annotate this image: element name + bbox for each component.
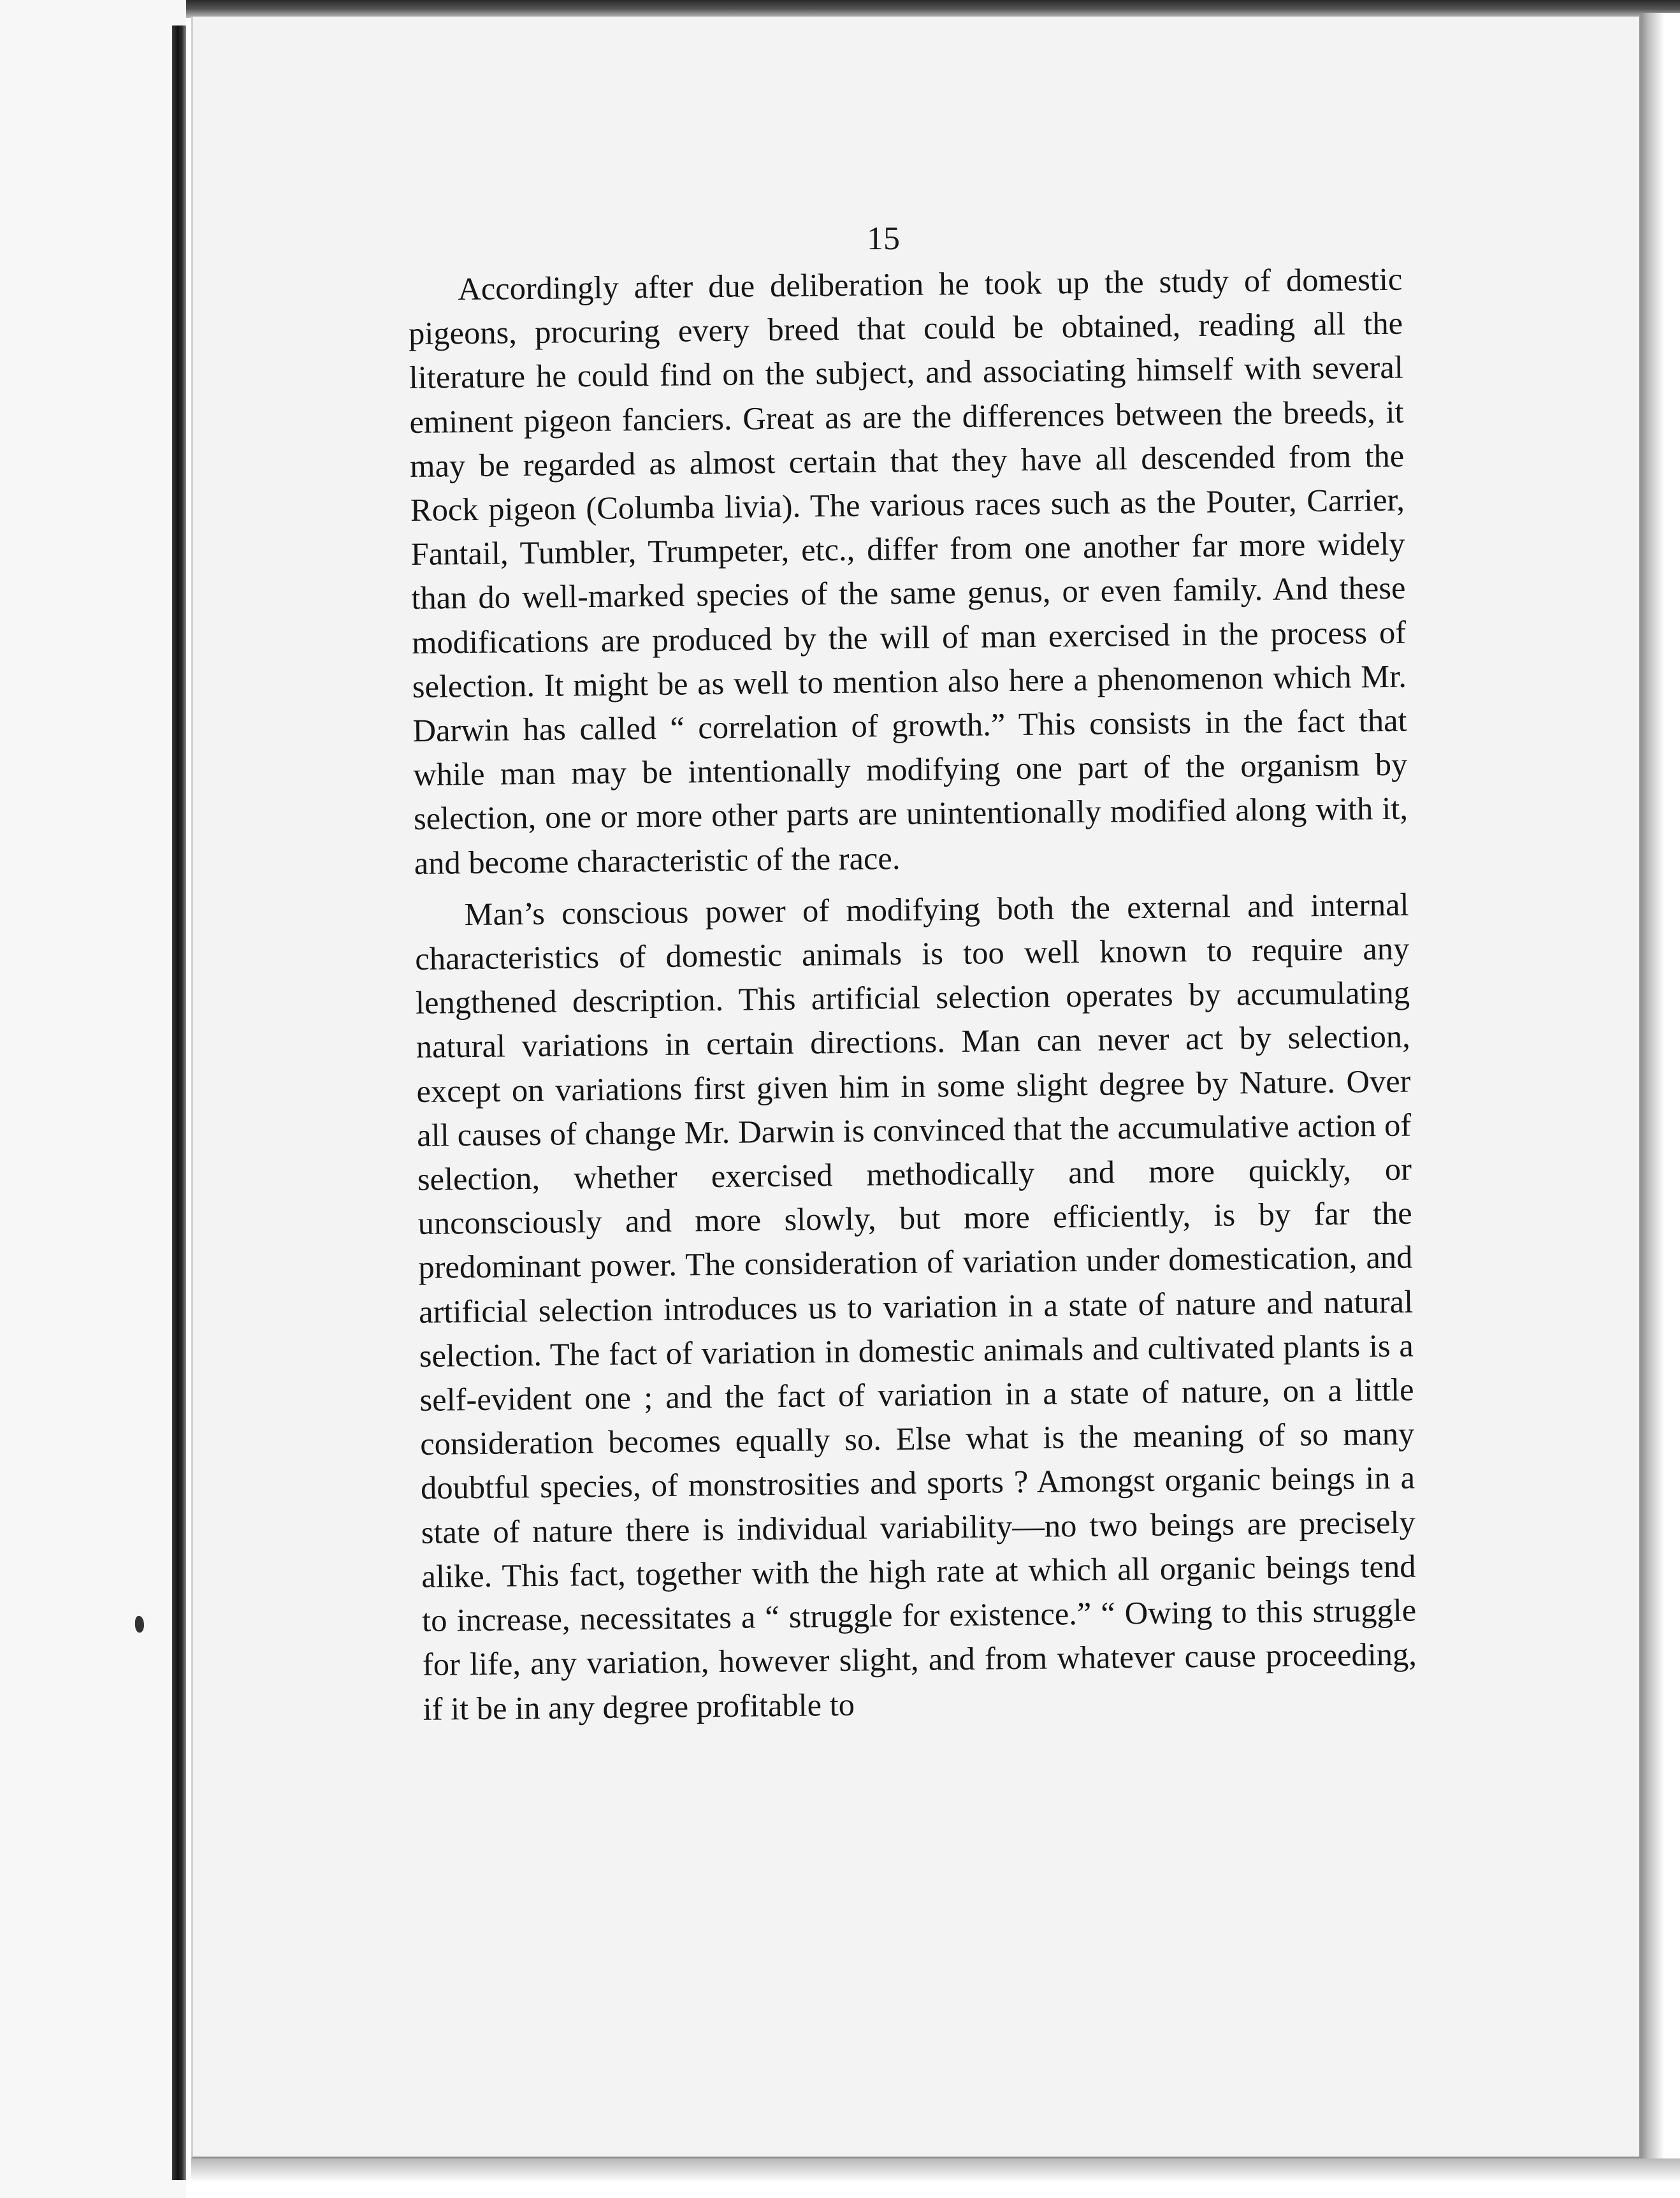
- paragraph-1: Accordingly after due deliberation he took up the study of domestic pigeons, procuring every breed that could be obtained, reading all the literature he could find on the subject, and associating himself with several eminent pigeon fanciers. Great as are the differences between the breeds, it may be regarded as almost certain that they have all descended from the Rock pigeon (Columba livia). The various races such as the Pouter, Carrier, Fantail, Tumbler, Trumpeter, etc., differ from one another far more widely than do well-marked species of the same genus, or even family. And these modifications are produced by the will of man exercised in the process of selection. It might be as well to mention also here a phenomenon which Mr. Darwin has called “ correlation of growth.” This consists in the fact that while man may be intentionally modifying one part of the organism by selection, one or more other parts are unintentionally modified along with it, and become characteristic of the race.: [408, 261, 1408, 881]
- ink-speck: [135, 1616, 144, 1633]
- scan-top-shadow: [0, 0, 1680, 18]
- paragraph-2: Man’s conscious power of modifying both the external and internal characteristics of domestic animals is too well known to require any lengthened description. This artificial selection operates by accumulating natural variations in certain directions. Man can never act by selection, except on variations first given him in some slight degree by Nature. Over all causes of change Mr. Darwin is convinced that the accumulative action of selection, whether exercised methodically and more quickly, or unconsciously and more slowly, but more efficiently, is by far the predominant power. The consideration of variation under domestication, and artificial selection introduces us to variation in a state of nature and natural selection. The fact of variation in domestic animals and cultivated plants is a self-evident one ; and the fact of variation in a state of nature, on a little consideration becomes equally so. Else what is the meaning of so many doubtful species, of monstrosities and sports ? Amongst organic beings in a state of nature there is individual variability—no two beings are precisely alike. This fact, together with the high rate at which all organic beings tend to increase, necessitates a “ struggle for existence.” “ Owing to this struggle for life, any variation, however slight, and from whatever cause proceeding, if it be in any degree profitable to: [415, 886, 1417, 1727]
- body-text: [408, 258, 1417, 1731]
- facing-page-edge: [0, 0, 186, 2198]
- book-binding: [172, 25, 186, 2180]
- page-number: 15: [867, 221, 900, 257]
- page-bottom-edge: [191, 2158, 1680, 2198]
- page-right-edge: [1640, 13, 1680, 2180]
